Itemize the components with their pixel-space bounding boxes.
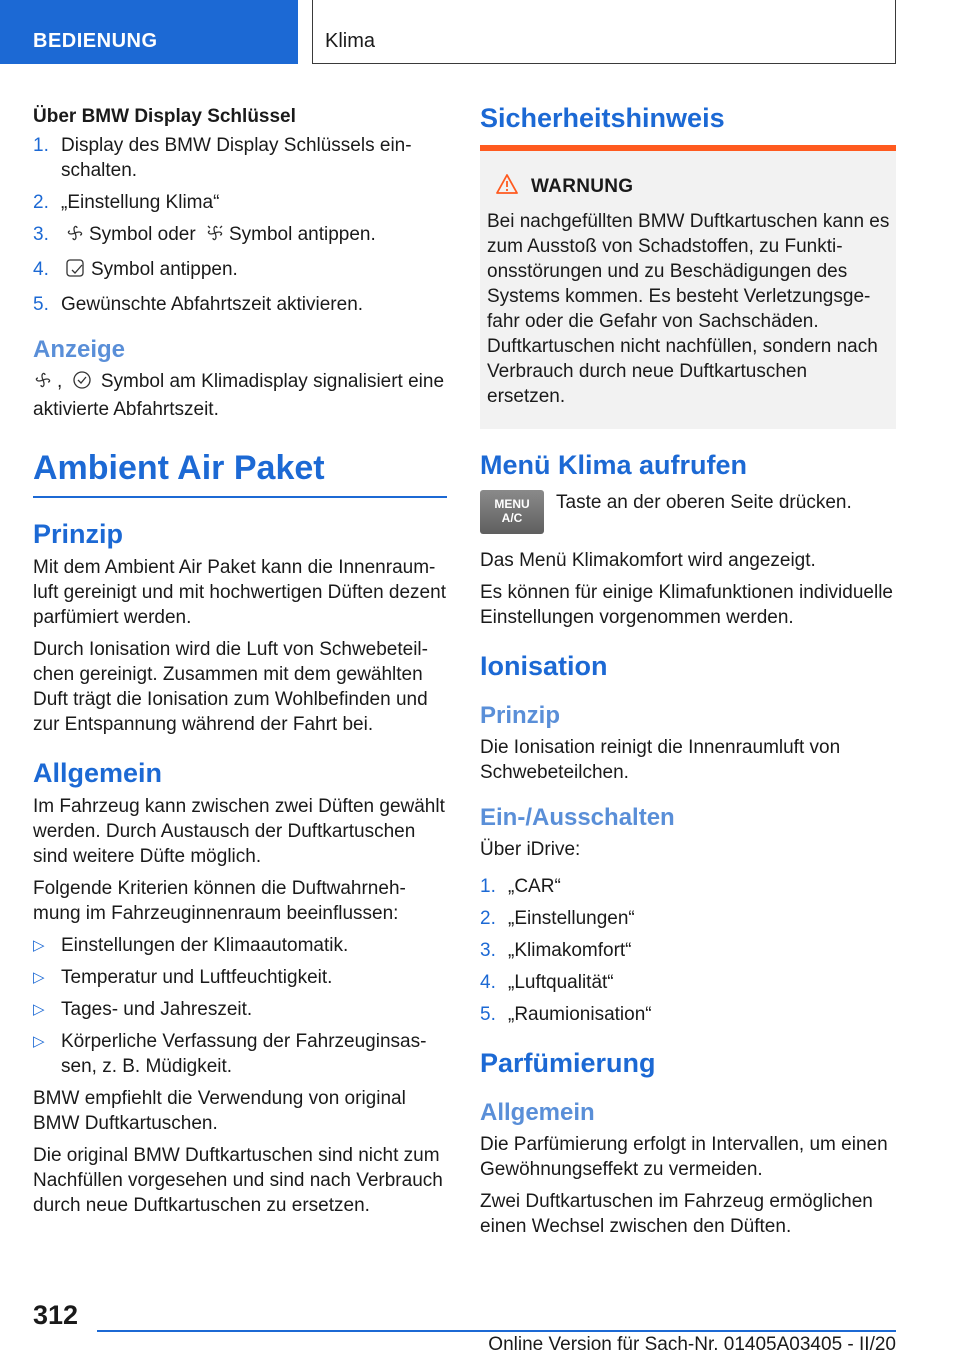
warning-title: WARNUNG [495,173,890,201]
allgemein-p2: Folgende Kriterien können die Duftwahrnehmung im Fahrzeuginnenraum beeinflussen: [33,878,406,924]
allgemein-p1: Im Fahrzeug kann zwischen zwei Düften gewählt werden. Durch Austausch der Duftkartuschen sind weitere Düfte möglich. [33,796,445,867]
criteria-list [33,933,447,1079]
prinzip-p1: Mit dem Ambient Air Paket kann die Innenraumluft gereinigt und mit hochwertigen Düften dezent parfümiert werden. [33,557,446,628]
chapter-tab: Klima [312,0,896,64]
list-item: 4. „Luftqualität“ [480,972,614,993]
anzeige-text: , Symbol am Klimadisplay signalisiert eine aktivierte Abfahrtszeit. [33,371,445,420]
section-tab: BEDIENUNG [0,0,298,64]
parfuem-allgemein-heading: Allgemein [480,1099,595,1126]
list-item: 3. Symbol oder Symbol antippen. [33,222,447,250]
switch-intro: Über iDrive: [480,839,581,860]
list-item: 2. „Einstellungen“ [480,908,635,929]
list-item: ▷ Temperatur und Luftfeuchtigkeit. [33,967,333,988]
list-item: ▷ Einstellungen der Klimaautomatik. [33,935,349,956]
prinzip-heading: Prinzip [33,519,124,549]
list-item: 3. „Klimakomfort“ [480,940,632,961]
allgemein-heading: Allgemein [33,758,163,788]
anzeige-heading: Anzeige [33,336,126,363]
list-item: 1. „CAR“ [480,876,561,897]
parfuem-p2: Zwei Duftkartuschen im Fahrzeug ermöglichen einen Wechsel zwischen den Düften. [480,1191,873,1237]
list-item: 5. Gewünschte Abfahrtszeit aktivieren. [33,294,364,315]
menu-p2: Es können für einige Klimafunktionen individuelle Einstellungen vorgenommen werden. [480,582,893,628]
list-item: 4. Symbol antippen. [33,257,447,285]
online-version-text: Online Version für Sach-Nr. 01405A03405 - II/20 [488,1334,896,1355]
clock-icon [72,370,92,397]
ionisation-steps [480,874,896,1027]
allgemein-p4: Die original BMW Duftkartuschen sind nicht zum Nachfüllen vorgesehen und sind nach Verbrauch durch neue Duftkartuschen zu ersetzen. [33,1145,443,1216]
menu-button-text: Taste an der oberen Seite drücken. [556,492,852,513]
ionisation-prinzip-text: Die Ionisation reinigt die Innenraumluft von Schwebeteilchen. [480,737,841,783]
display-key-label: Über BMW Display Schlüssel [33,106,296,127]
list-item: 2. „Einstellung Klima“ [33,192,220,213]
menu-ac-button: MENU A/C [480,490,544,534]
triangle-bullet-icon: ▷ [33,1001,45,1018]
footer-divider [97,1330,896,1332]
parfuem-p1: Die Parfümierung erfolgt in Intervallen, um einen Gewöhnungseffekt zu vermeiden. [480,1134,888,1180]
left-column [33,100,447,1225]
list-item: 1. Display des BMW Display Schlüssels einschalten. [33,135,412,181]
menu-button-row [480,490,896,534]
climate-fan-icon [33,370,53,397]
allgemein-p3: BMW empfiehlt die Verwendung von original BMW Duftkartuschen. [33,1088,406,1134]
ionisation-prinzip-heading: Prinzip [480,702,561,729]
prinzip-p2: Durch Ionisation wird die Luft von Schwebeteilchen gereinigt. Zusammen mit dem gewählten Duft trägt die Ionisation zum Wohlbefinden und zur Entspannung während der Fahrt bei. [33,639,428,735]
parfuem-heading: Parfümierung [480,1048,656,1078]
climate-fan-icon [65,223,85,250]
ionisation-heading: Ionisation [480,651,608,681]
safety-heading: Sicherheitshinweis [480,103,725,133]
list-item: ▷ Körperliche Verfassung der Fahrzeuginsassen, z. B. Müdigkeit. [33,1031,427,1077]
list-item: 5. „Raumionisation“ [480,1004,652,1025]
triangle-bullet-icon: ▷ [33,937,45,954]
menu-heading: Menü Klima aufrufen [480,450,748,480]
right-column [480,100,896,1246]
warning-triangle-icon [495,173,519,201]
ventilation-icon [205,223,225,250]
menu-p1: Das Menü Klimakomfort wird angezeigt. [480,550,816,571]
triangle-bullet-icon: ▷ [33,1033,45,1050]
display-key-steps [33,133,447,317]
chapter-title: Ambient Air Paket [33,448,447,498]
triangle-bullet-icon: ▷ [33,969,45,986]
page-number: 312 [33,1300,79,1330]
warning-box [480,145,896,429]
warning-text: Bei nachgefüllten BMW Duftkartuschen kann es zum Ausstoß von Schadstoffen, zu Funktionsstörungen und zu Beschädigungen des Systems kommen. Es besteht Verletzungsgefahr oder die Gefahr von Sachschäden. Duftkartuschen nicht nachfüllen, sondern nach Verbrauch durch neue Duftkartuschen ersetzen. [487,211,890,407]
timer-icon [65,258,87,285]
switch-heading: Ein-/Ausschalten [480,804,675,831]
list-item: ▷ Tages- und Jahreszeit. [33,999,253,1020]
